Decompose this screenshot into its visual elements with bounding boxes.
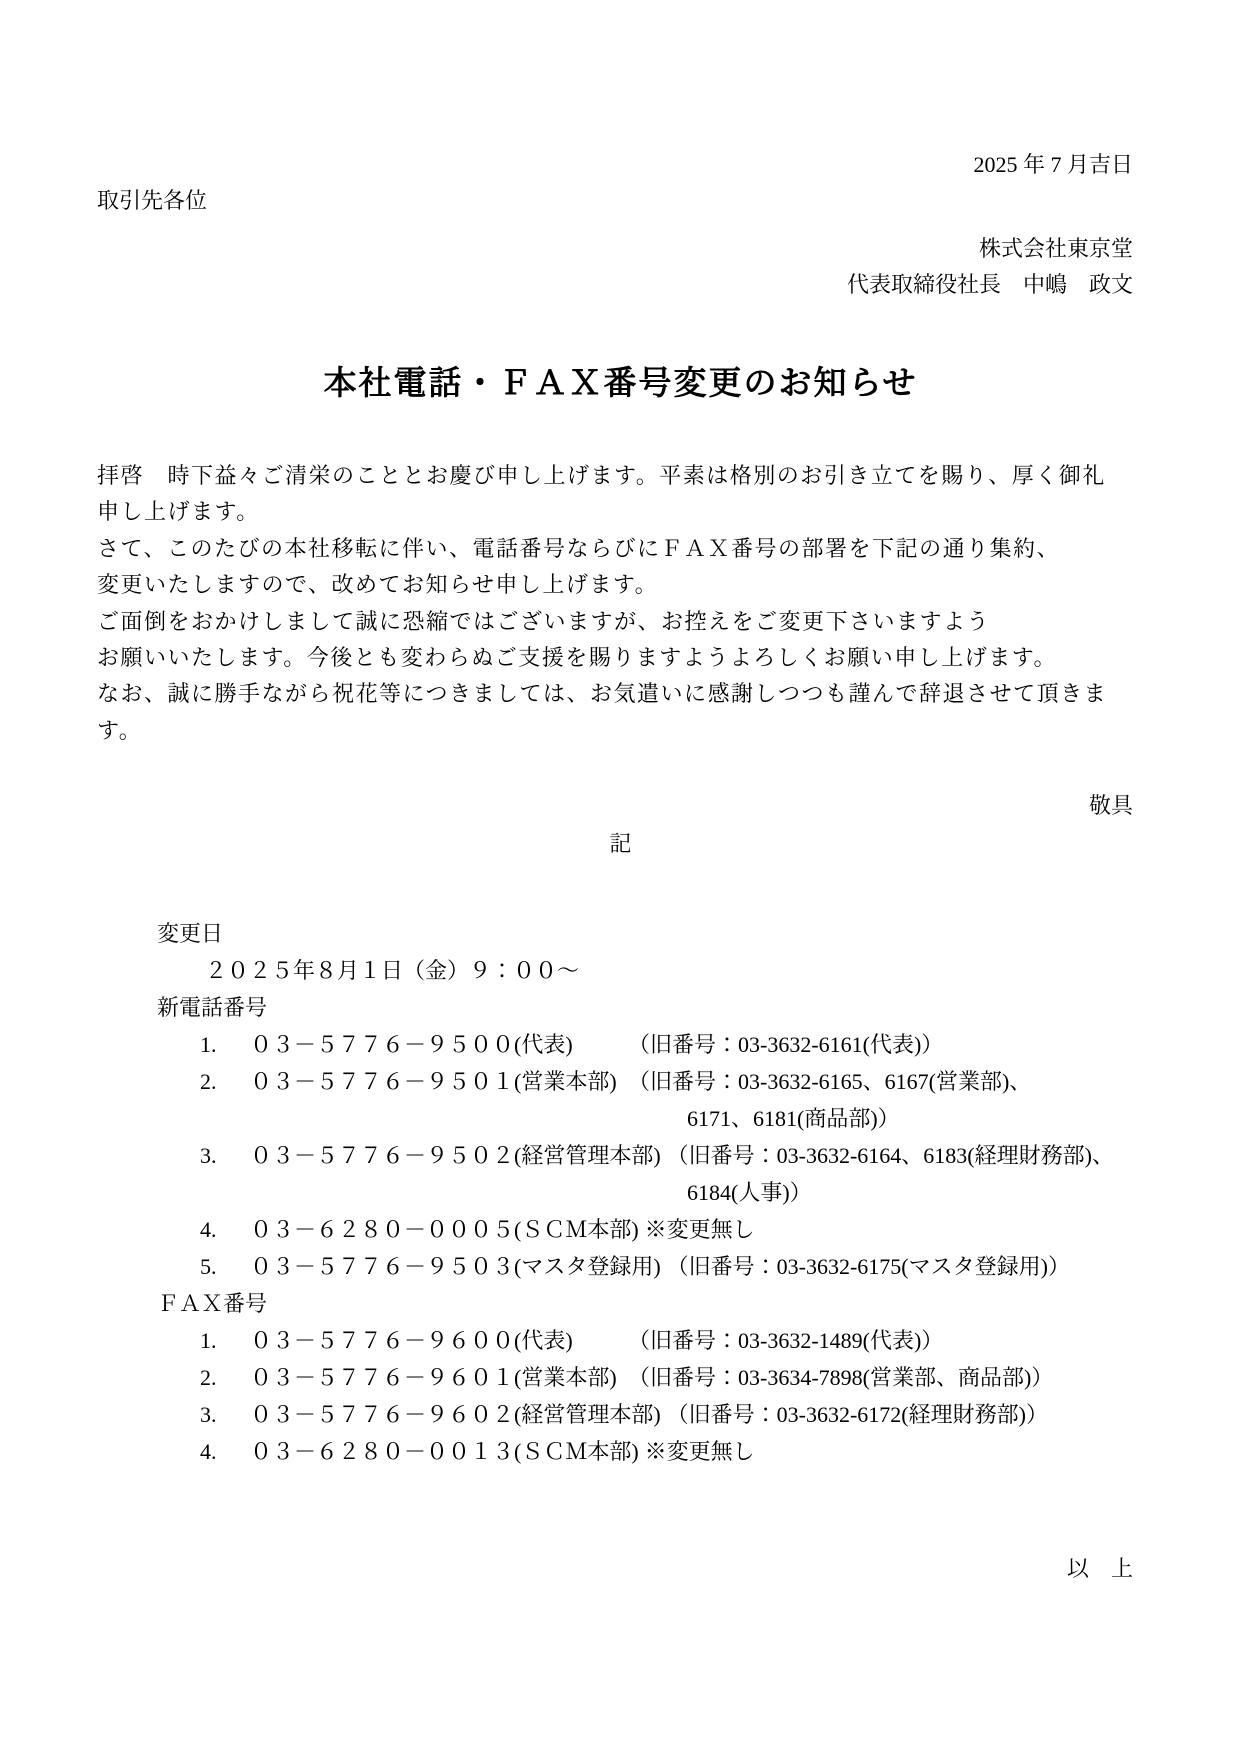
item-number: 1. bbox=[200, 1328, 217, 1354]
fax-item-row bbox=[157, 1433, 1241, 1470]
item-number: 3. bbox=[200, 1402, 217, 1428]
issue-date: 2025 年 7 月吉日 bbox=[973, 152, 1133, 177]
new-phone-number: ０３－６２８０－０００５(ＳＣＭ本部) bbox=[250, 1217, 639, 1243]
body-line: お願いいたします。今後とも変わらぬご支援を賜りますようよろしくお願い申し上げます。 bbox=[97, 645, 1057, 671]
body-line: 変更いたしますので、改めてお知らせ申し上げます。 bbox=[97, 572, 659, 598]
item-number: 4. bbox=[200, 1439, 217, 1465]
new-fax-number: ０３－６２８０－００１３(ＳＣＭ本部) bbox=[250, 1439, 639, 1465]
fax-item-row bbox=[157, 1322, 1241, 1359]
recipient: 取引先各位 bbox=[97, 188, 208, 213]
body-line: 申し上げます。 bbox=[97, 499, 260, 525]
phone-item-continuation bbox=[157, 1174, 1241, 1211]
old-phone-number-continuation: 6184(人事)） bbox=[687, 1180, 812, 1206]
new-phone-number: ０３－５７７６－９５０２(経営管理本部) bbox=[250, 1143, 661, 1169]
phone-item-continuation bbox=[157, 1100, 1241, 1137]
phone-item-row bbox=[157, 1063, 1241, 1100]
old-fax-number: （旧番号：03-3632-6172(経理財務部)） bbox=[666, 1402, 1048, 1428]
change-date-label: 変更日 bbox=[157, 921, 224, 947]
old-phone-number: （旧番号：03-3632-6161(代表)） bbox=[628, 1032, 944, 1058]
old-fax-number: （旧番号：03-3632-1489(代表)） bbox=[628, 1328, 944, 1354]
body-line: 拝啓 時下益々ご清栄のこととお慶び申し上げます。平素は格別のお引き立てを賜り、厚く御礼 bbox=[97, 463, 1106, 488]
new-fax-number: ０３－５７７６－９６００(代表) bbox=[250, 1328, 573, 1354]
item-number: 5. bbox=[200, 1254, 217, 1280]
body-paragraph bbox=[97, 458, 1141, 749]
new-phone-number: ０３－５７７６－９５０３(マスタ登録用) bbox=[250, 1254, 661, 1280]
phone-item-row bbox=[157, 1137, 1241, 1174]
fax-section-label: ＦＡＸ番号 bbox=[157, 1291, 268, 1317]
item-number: 1. bbox=[200, 1032, 217, 1058]
record-marker: 記 bbox=[609, 831, 632, 857]
phone-item-row bbox=[157, 1248, 1241, 1285]
old-phone-number: （旧番号：03-3632-6164、6183(経理財務部)、 bbox=[666, 1143, 1114, 1169]
new-fax-number: ０３－５７７６－９６０２(経営管理本部) bbox=[250, 1402, 661, 1428]
body-line: なお、誠に勝手ながら祝花等につきましては、お気遣いに感謝しつつも謹んで辞退させて頂きます。 bbox=[97, 681, 1108, 743]
document-title: 本社電話・ＦＡＸ番号変更のお知らせ bbox=[323, 366, 918, 402]
item-number: 2. bbox=[200, 1069, 217, 1095]
body-line: さて、このたびの本社移転に伴い、電話番号ならびにＦＡＸ番号の部署を下記の通り集約、 bbox=[97, 535, 1061, 561]
new-phone-number: ０３－５７７６－９５０１(営業本部) bbox=[250, 1069, 617, 1095]
item-number: 3. bbox=[200, 1143, 217, 1169]
new-fax-number: ０３－５７７６－９６０１(営業本部) bbox=[250, 1365, 617, 1391]
no-change-note: ※変更無し bbox=[644, 1217, 755, 1243]
phone-item-row bbox=[157, 1026, 1241, 1063]
signer: 代表取締役社長 中嶋 政文 bbox=[846, 272, 1133, 297]
new-phone-number: ０３－５７７６－９５００(代表) bbox=[250, 1032, 573, 1058]
body-line: ご面倒をおかけしまして誠に恐縮ではございますが、お控えをご変更下さいますよう bbox=[97, 608, 991, 634]
item-number: 4. bbox=[200, 1217, 217, 1243]
old-phone-number: （旧番号：03-3632-6175(マスタ登録用)） bbox=[666, 1254, 1070, 1280]
phone-section-label: 新電話番号 bbox=[157, 995, 268, 1021]
old-phone-number-continuation: 6171、6181(商品部)） bbox=[687, 1106, 900, 1132]
change-date-value: ２０２５年８月１日（金）９：００～ bbox=[205, 958, 580, 984]
fax-item-row bbox=[157, 1396, 1241, 1433]
old-phone-number: （旧番号：03-3632-6165、6167(営業部)、 bbox=[628, 1069, 1032, 1095]
end-marker: 以 上 bbox=[1066, 1556, 1133, 1582]
fax-item-row bbox=[157, 1359, 1241, 1396]
item-number: 2. bbox=[200, 1365, 217, 1391]
closing-keigu: 敬具 bbox=[1088, 793, 1133, 819]
record-section bbox=[157, 915, 1241, 1470]
no-change-note: ※変更無し bbox=[644, 1439, 755, 1465]
phone-item-row bbox=[157, 1211, 1241, 1248]
company-name: 株式会社東京堂 bbox=[978, 236, 1133, 261]
old-fax-number: （旧番号：03-3634-7898(営業部、商品部)） bbox=[628, 1365, 1054, 1391]
